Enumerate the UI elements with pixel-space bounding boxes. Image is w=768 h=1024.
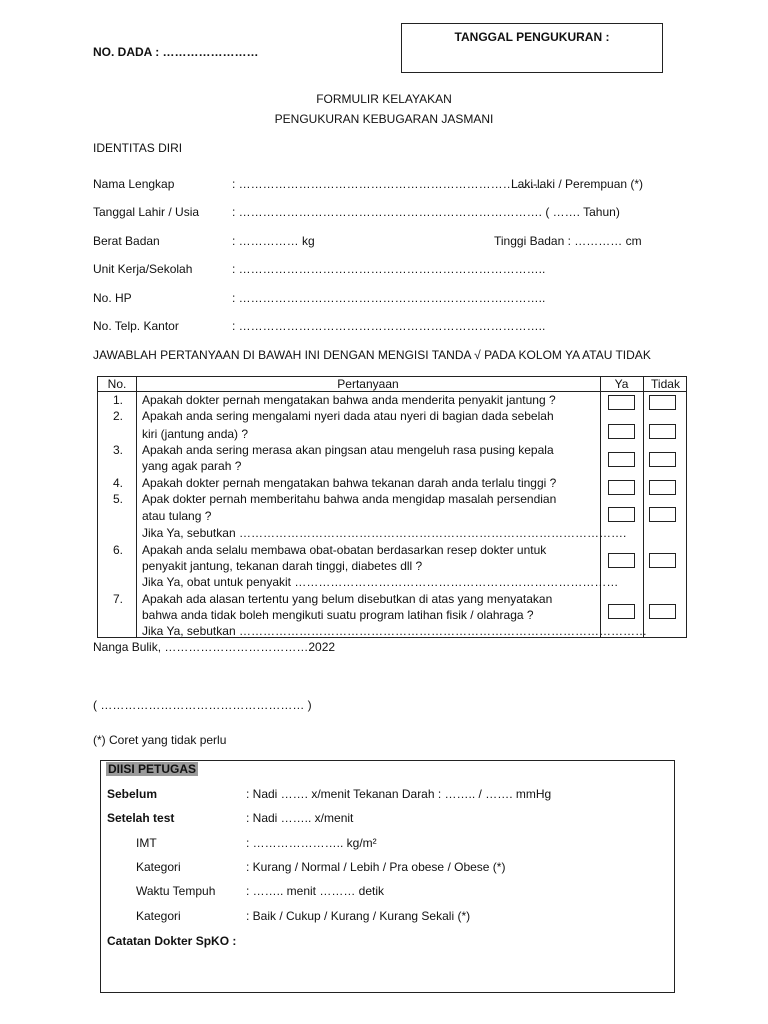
question-text: Apakah dokter pernah mengatakan bahwa anda menderita penyakit jantung ? [142,393,556,407]
question-number: 4. [112,476,123,490]
question-text: bahwa anda tidak boleh mengikuti suatu program latihan fisik / olahraga ? [142,608,534,622]
no-checkbox[interactable] [649,395,676,410]
question-text: Apakah dokter pernah mengatakan bahwa tekanan darah anda terlalu tinggi ? [142,476,557,490]
weight-field[interactable]: : …………… kg [232,234,315,248]
chest-number-field[interactable]: NO. DADA : …………………… [93,45,259,59]
identity-heading: IDENTITAS DIRI [93,141,183,155]
time-value[interactable]: : …….. menit ……… detik [246,884,385,898]
place-date-field[interactable]: Nanga Bulik, ………………………………2022 [93,640,336,654]
no-checkbox[interactable] [649,604,676,619]
form-title-line2: PENGUKURAN KEBUGARAN JASMANI [274,112,494,126]
dob-label: Tanggal Lahir / Usia [93,205,200,219]
name-label: Nama Lengkap [93,177,175,191]
question-text: kiri (jantung anda) ? [142,427,249,441]
header-no-answer: Tidak [651,377,680,391]
measurement-date-label: TANGGAL PENGUKURAN : [454,30,610,44]
name-field[interactable]: : …………………………………………………………………. [232,177,543,191]
yes-checkbox[interactable] [608,553,635,568]
time-label: Waktu Tempuh [136,884,216,898]
yes-checkbox[interactable] [608,424,635,439]
form-title-line1: FORMULIR KELAYAKAN [316,92,452,106]
phone-label: No. HP [93,291,132,305]
officer-section-tag: DIISI PETUGAS [108,762,197,776]
no-checkbox[interactable] [649,553,676,568]
gender-option[interactable]: Laki-laki / Perempuan (*) [511,177,644,191]
table-divider [643,377,644,637]
instruction-text: JAWABLAH PERTANYAAN DI BAWAH INI DENGAN MENGISI TANDA √ PADA KOLOM YA ATAU TIDAK [93,348,651,362]
question-text: Apakah anda sering mengalami nyeri dada atau nyeri di bagian dada sebelah [142,409,554,423]
unit-label: Unit Kerja/Sekolah [93,262,193,276]
office-phone-label: No. Telp. Kantor [93,319,179,333]
yes-checkbox[interactable] [608,395,635,410]
no-checkbox[interactable] [649,480,676,495]
question-text: Apakah anda selalu membawa obat-obatan berdasarkan resep dokter untuk [142,543,547,557]
unit-field[interactable]: : ………………………………………………………………….. [232,262,546,276]
before-label: Sebelum [107,787,158,801]
dob-field[interactable]: : …………………………………………………………………. ( ……. Tahun) [232,205,620,219]
yes-checkbox[interactable] [608,452,635,467]
question-text: Jika Ya, sebutkan ………………………………………………………………………………………… [142,624,647,638]
phone-field[interactable]: : ………………………………………………………………….. [232,291,546,305]
question-text: Apak dokter pernah memberitahu bahwa anda mengidap masalah persendian [142,492,557,506]
weight-label: Berat Badan [93,234,160,248]
question-number: 3. [112,443,123,457]
table-header-rule [98,391,686,392]
question-text: Apakah anda sering merasa akan pingsan atau mengeluh rasa pusing kepala [142,443,554,457]
questionnaire-table [97,376,687,638]
footnote: (*) Coret yang tidak perlu [93,733,227,747]
header-no: No. [107,377,127,391]
question-text: yang agak parah ? [142,459,242,473]
header-yes: Ya [614,377,629,391]
question-text: Apakah ada alasan tertentu yang belum disebutkan di atas yang menyatakan [142,592,553,606]
question-text: Jika Ya, obat untuk penyakit ……………………………………………………………………… [142,575,619,589]
question-number: 5. [112,492,123,506]
after-label: Setelah test [107,811,175,825]
question-text: penyakit jantung, tekanan darah tinggi, diabetes dll ? [142,559,423,573]
imt-value[interactable]: : ………………….. kg/m² [246,836,377,850]
signature-name-field[interactable]: ( …………………………………………… ) [93,698,312,712]
question-text: atau tulang ? [142,509,212,523]
no-checkbox[interactable] [649,452,676,467]
yes-checkbox[interactable] [608,604,635,619]
doctor-notes-label: Catatan Dokter SpKO : [107,934,237,948]
no-checkbox[interactable] [649,507,676,522]
question-number: 2. [112,409,123,423]
question-number: 1. [112,393,123,407]
imt-label: IMT [136,836,157,850]
question-number: 7. [112,592,123,606]
header-question: Pertanyaan [337,377,399,391]
height-field[interactable]: Tinggi Badan : ………… cm [494,234,642,248]
office-phone-field[interactable]: : ………………………………………………………………….. [232,319,546,333]
before-values[interactable]: : Nadi ……. x/menit Tekanan Darah : …….. / ……. mmHg [246,787,552,801]
table-divider [600,377,601,637]
yes-checkbox[interactable] [608,507,635,522]
bmi-category-options[interactable]: : Kurang / Normal / Lebih / Pra obese / Obese (*) [246,860,506,874]
fitness-category-options[interactable]: : Baik / Cukup / Kurang / Kurang Sekali (*) [246,909,471,923]
fitness-category-label: Kategori [136,909,181,923]
after-values[interactable]: : Nadi …….. x/menit [246,811,354,825]
question-text: Jika Ya, sebutkan ……………………………………………………………………………………. [142,526,627,540]
yes-checkbox[interactable] [608,480,635,495]
question-number: 6. [112,543,123,557]
no-checkbox[interactable] [649,424,676,439]
measurement-date-box[interactable] [401,23,663,73]
bmi-category-label: Kategori [136,860,181,874]
